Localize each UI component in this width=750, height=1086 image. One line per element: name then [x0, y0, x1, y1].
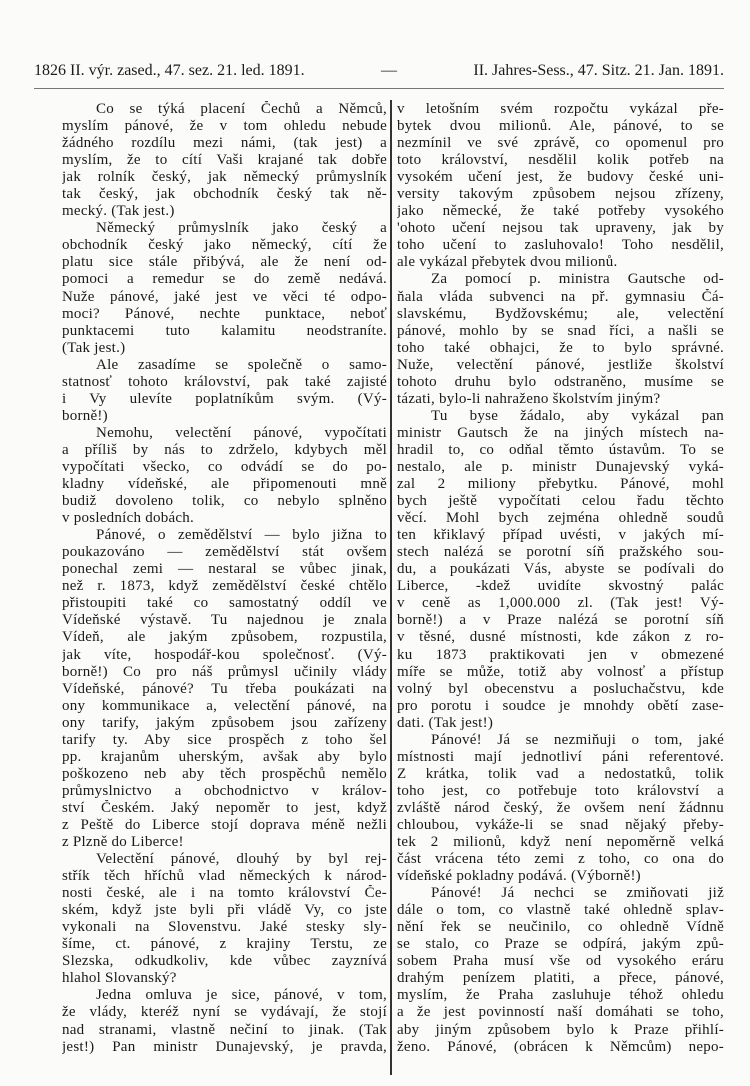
text-line: toho také obhajci, že to bylo správné. — [397, 339, 724, 356]
text-line: ponechal zemi — nestaral se vůbec jinak, — [62, 561, 387, 578]
text-line: poukazováno — zemědělství stát ovšem — [62, 544, 387, 561]
text-line: než r. 1873, když zemědělství české chtělo — [62, 578, 387, 595]
text-line: myslím, že to cítí Vaši krajané tak dobře — [62, 152, 387, 169]
text-line: zvláště národ český, že ovšem není žádnnu — [397, 799, 724, 816]
text-line: kladny vídeňské, ale připomenouti mně — [62, 476, 387, 493]
text-line: nosti české, ale i na tomto království Če- — [62, 885, 387, 902]
text-line: du, a poukázati Vás, abyste se podívali do — [397, 561, 724, 578]
text-line: Jedna omluva je sice, pánové, v tom, — [96, 987, 387, 1004]
text-line: borně!) Co pro náš průmysl učinily vlády — [62, 663, 387, 680]
text-line: věcí. Mohl bych zejména ohledně soudů — [397, 510, 724, 527]
text-line: část vrácena této zemi z toho, co ona do — [397, 851, 724, 868]
text-line: Liberce, -kdež uvidíte skvostný palác — [397, 578, 724, 595]
text-line: moci? Pánové, nechte punktace, neboť — [62, 305, 387, 322]
text-line: punktacemi tuto kalamitu neodstraníte. — [62, 322, 387, 339]
text-line: toho jest, co potřebuje toto království a — [397, 782, 724, 799]
text-line: Pánové! Já se nezmiňuji o tom, jaké — [431, 731, 724, 748]
text-line: pp. krajanům uherským, avšak aby bylo — [62, 748, 387, 765]
text-line: hlahol Slovanský? — [62, 970, 177, 987]
text-line: tarify ty. Aby sice prospěch z toho šel — [62, 731, 387, 748]
text-line: z Plzně do Liberce! — [62, 834, 184, 851]
text-line: průmyslnictvo a obchodnictvo v králov- — [62, 782, 387, 799]
text-line: tohoto druhu bylo odstraněno, musíme se — [397, 373, 724, 390]
text-line: jest!) Pan ministr Dunajevský, je pravda, — [62, 1038, 387, 1055]
text-line: pro porotu i soudce je mnohdy obětí zase- — [397, 697, 724, 714]
text-line: ale vykázal přebytek dvou milionů. — [397, 254, 618, 271]
text-line: Pánové! Já nechci se zmiňovati již — [431, 885, 724, 902]
text-line: dati. (Tak jest!) — [397, 714, 494, 731]
text-line: ku 1873 praktikovati jen v obmezené — [397, 646, 724, 663]
text-line: vykonali na Slovenstvu. Jaké stesky sly- — [62, 919, 387, 936]
text-line: pánové, mohlo by se snad říci, a našli se — [397, 322, 724, 339]
header-german: II. Jahres-Sess., 47. Sitz. 21. Jan. 1891. — [473, 62, 724, 79]
text-line: tak český, jak obchodník český tak ně- — [62, 186, 387, 203]
text-line: vypočítati všecko, co odvádí se do po- — [62, 458, 387, 475]
text-line: Slezska, odkudkoliv, kde vůbec zayznívá — [62, 953, 387, 970]
text-line: stech nalézá se porotní síň pražského sou- — [397, 544, 724, 561]
text-line: Nuže pánové, jaké jest ve věci té odpo- — [62, 288, 387, 305]
text-line: 'ohoto učení nejsou tak upraveny, jak by — [397, 220, 724, 237]
text-line: žádného rozdílu mezi námi, (tak jest) a — [62, 135, 387, 152]
text-line: tek 2 milionů, když není nepoměrně velká — [397, 834, 724, 851]
header-czech: 1826 II. výr. zased., 47. sez. 21. led. 1891. — [34, 62, 305, 79]
text-line: obchodník český jako německý, cítí že — [62, 237, 387, 254]
text-line: přistoupiti také co samostatný oddíl ve — [62, 595, 387, 612]
text-line: slavskému, Bydžovskému; ale, velectění — [397, 305, 724, 322]
text-line: mecký. (Tak jest.) — [62, 203, 175, 220]
text-line: šíme, ct. pánové, z krajiny Terstu, ze — [62, 936, 387, 953]
header-separator: — — [380, 62, 397, 79]
header-rule — [34, 88, 724, 89]
text-line: dále o tom, co vlastně také ohledně splav- — [397, 902, 724, 919]
text-line: toto království, nesdělil kolik potřeb na — [397, 152, 724, 169]
text-line: ony tarify, jakým způsobem jsou zařízeny — [62, 714, 387, 731]
text-line: vídeňské pokladny podává. (Výborně!) — [397, 868, 641, 885]
text-line: bych ještě vypočítati celou řadu těchto — [397, 493, 724, 510]
text-line: sobem Praha musí vše od vysokého eráru — [397, 953, 724, 970]
text-line: toho učení to zasluhovalo! Toho nesdělil, — [397, 237, 724, 254]
text-line: myslím, že Praha zasluhuje téhož ohledu — [397, 987, 724, 1004]
text-line: v ceně as 1,000.000 zl. (Tak jest! Vý- — [397, 595, 724, 612]
text-line: ství Českém. Jaký nepoměr to jest, když — [62, 799, 387, 816]
text-line: volný byl obecenstvu a posluchačstvu, kde — [397, 680, 724, 697]
text-line: ském, když jste byli při vládě Vy, co jste — [62, 902, 387, 919]
running-header — [34, 62, 724, 84]
text-line: nad stranami, vlastně nečiní to jinak. (Tak — [62, 1021, 387, 1038]
text-line: (Tak jest.) — [62, 339, 126, 356]
text-line: jako německé, že také potřeby vysokého — [397, 203, 724, 220]
text-line: bytek dvou milionů. Ale, pánové, to se — [397, 118, 724, 135]
text-line: budiž dovoleno tolik, co nebylo splněno — [62, 493, 387, 510]
text-line: a příliš by nás to zdrželo, kdybych měl — [62, 441, 387, 458]
text-line: se stalo, co Praze se odpírá, jakým způ- — [397, 936, 724, 953]
text-line: ony kommunikace a, velectění pánové, na — [62, 697, 387, 714]
text-line: v letošním svém rozpočtu vykázal pře- — [397, 101, 724, 117]
text-line: střík těch hříchů vlad německých k národ- — [62, 868, 387, 885]
text-line: nění řek se neučinilo, co ohledně Vídně — [397, 919, 724, 936]
left-column — [62, 101, 387, 1056]
text-line: myslím pánové, že v tom ohledu nebude — [62, 118, 387, 135]
text-line: aby jiným způsobem bylo k Praze přihlí- — [397, 1021, 724, 1038]
column-divider — [390, 100, 392, 1075]
text-line: Ale zasadíme se společně o samo- — [96, 356, 387, 373]
text-line: statnosť tohoto království, pak také zajisté — [62, 373, 387, 390]
text-line: místnosti mají jednotliví páni referentové. — [397, 748, 724, 765]
text-line: drahým penízem platiti, a přece, pánové, — [397, 970, 724, 987]
text-line: borně!) a v Praze nalézá se porotní síň — [397, 612, 724, 629]
text-line: Tu byse žádalo, aby vykázal pan — [431, 407, 724, 424]
text-line: ten křiklavý případ uvésti, v jakých mí- — [397, 527, 724, 544]
text-line: Vídeňské, pánové? Tu třeba poukázati na — [62, 680, 387, 697]
text-line: Nuže, velectění pánové, jestliže školství — [397, 356, 724, 373]
text-line: vysokém učení jest, že budovy české uni- — [397, 169, 724, 186]
text-line: míře se může, totiž aby volnosť a přístup — [397, 663, 724, 680]
text-line: poškozeno neb aby těch prospěchů nemělo — [62, 765, 387, 782]
text-line: tázati, bylo-li nahraženo školstvím jiným? — [397, 390, 661, 407]
text-line: v těsné, dusné místnosti, kde zákon z ro- — [397, 629, 724, 646]
text-line: ženo. Pánové, (obrácen k Němcům) nepo- — [397, 1038, 724, 1055]
text-line: jak víte, hospodář-kou společnosť. (Vý- — [62, 646, 387, 663]
text-line: Vídeň, ale jakým způsobem, rozpustila, — [62, 629, 387, 646]
text-line: Nemohu, velectění pánové, vypočítati — [96, 424, 387, 441]
text-line: v posledních dobách. — [62, 510, 195, 527]
text-line: platu sice stále přibývá, ale že není od- — [62, 254, 387, 271]
text-line: i Vy ulevíte poplatníkům svým. (Vý- — [62, 390, 387, 407]
text-line: jak rolník český, jak německý průmyslník — [62, 169, 387, 186]
text-line: a že jest povinností naší domáhati se toho, — [397, 1004, 724, 1021]
text-line: Pánové, o zemědělství — bylo jižna to — [96, 527, 387, 544]
text-line: chloubou, vykáže-li se snad nějaký přeby- — [397, 816, 724, 833]
text-line: Vídeňské výstavě. Tu najednou je znala — [62, 612, 387, 629]
text-line: ňala vláda subvenci na př. gymnasiu Čá- — [397, 288, 724, 305]
text-line: z Peště do Liberce stojí doprava méně nežli — [62, 816, 387, 833]
text-line: borně!) — [62, 407, 108, 424]
right-column — [397, 101, 724, 1056]
text-line: nezmínil ve své zprávě, co opomenul pro — [397, 135, 724, 152]
text-line: zal 2 miliony přebytku. Pánové, mohl — [397, 476, 724, 493]
text-line: Z krátka, tolik vad a nedostatků, tolik — [397, 765, 724, 782]
text-line: Velectění pánové, dlouhý by byl rej- — [96, 851, 387, 868]
text-line: Německý průmyslník jako český a — [96, 220, 387, 237]
text-line: versity takovým způsobem nejsou zřízeny, — [397, 186, 724, 203]
text-line: že vlády, kteréž nyní se vydávají, že stojí — [62, 1004, 387, 1021]
text-line: hradil to, co odňal těmto ústavům. To se — [397, 441, 724, 458]
text-line: nestalo, ale p. ministr Dunajevský vyká- — [397, 458, 724, 475]
text-line: ministr Gautsch že na jiných místech na- — [397, 424, 724, 441]
text-line: Co se týká placení Čechů a Němců, — [96, 101, 387, 117]
text-line: Za pomocí p. ministra Gautsche od- — [431, 271, 724, 288]
text-line: pomoci a remedur se do země nedává. — [62, 271, 387, 288]
